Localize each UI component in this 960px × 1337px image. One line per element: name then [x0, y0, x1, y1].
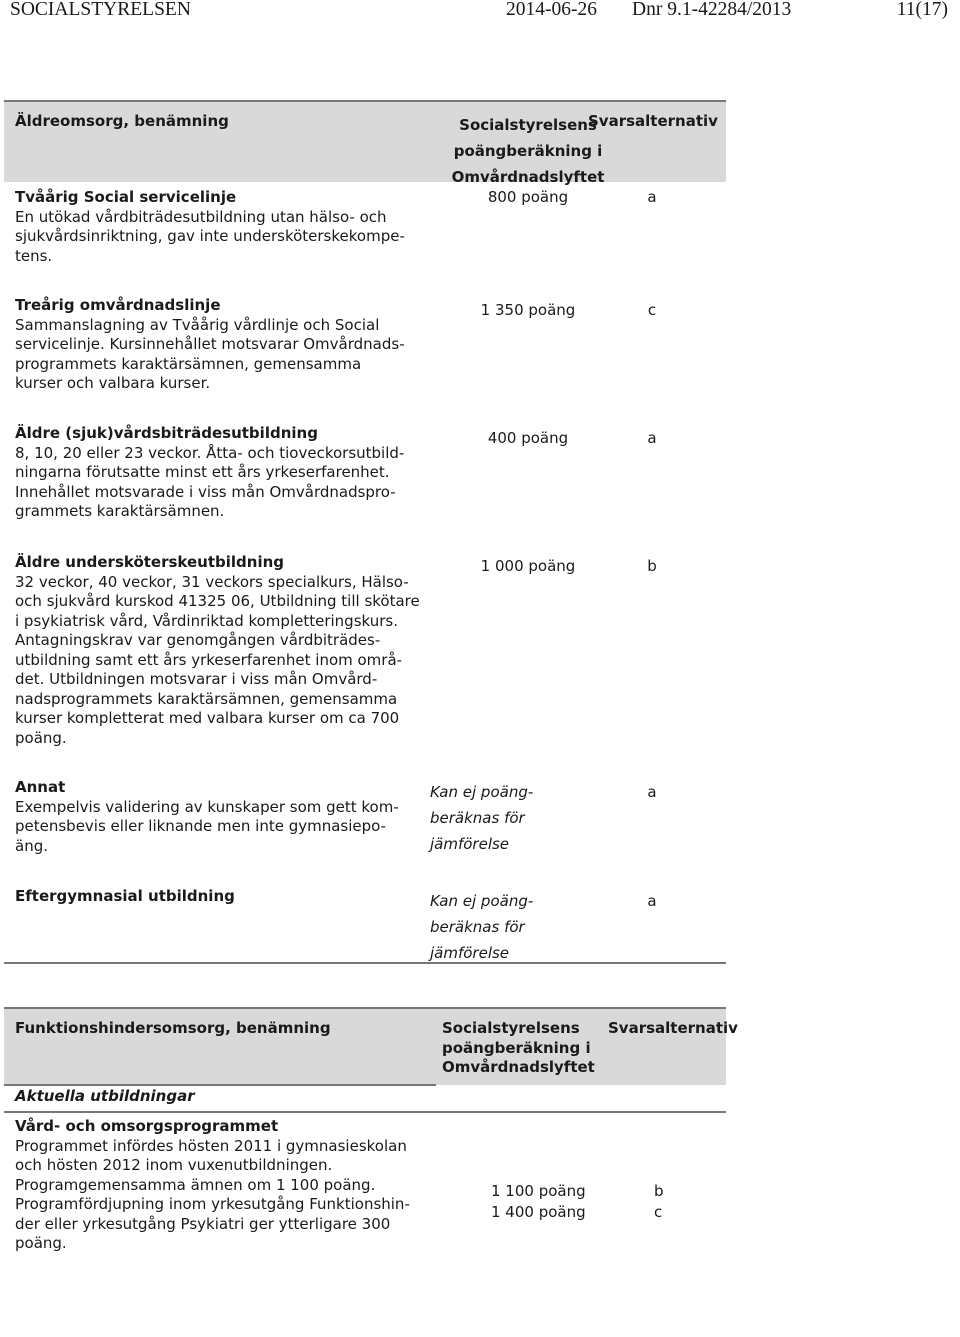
row-description-line: En utökad vårdbiträdesutbildning utan hälso- och [15, 207, 387, 226]
elderly-care-table [4, 100, 726, 965]
row-alternative: a [647, 783, 657, 801]
table-row [15, 188, 405, 266]
row-description-line: grammets karaktärsämnen. [15, 502, 225, 520]
table-top-border [4, 100, 726, 102]
column-header-name: Funktionshindersomsorg, benämning [15, 1019, 331, 1037]
row-description-line: poäng. [15, 1234, 67, 1252]
row-points-line: 1 100 poäng [491, 1182, 586, 1200]
document-date: 2014-06-26 [506, 0, 597, 20]
row-description-line: 8, 10, 20 eller 23 veckor. Åtta- och tioveckorsutbild- [15, 443, 405, 462]
org-name: SOCIALSTYRELSEN [10, 0, 191, 20]
row-description-line: utbildning samt ett års yrkeserfarenhet inom områ- [15, 650, 403, 669]
row-points-note-line: beräknas för [430, 918, 525, 936]
table-row [15, 778, 399, 856]
row-description-line: Exempelvis validering av kunskaper som gett kom- [15, 797, 399, 816]
row-description-line: ningarna förutsatte minst ett års yrkeserfarenhet. [15, 463, 390, 481]
column-header-points-line: Socialstyrelsens [459, 116, 597, 134]
row-description-line: Innehållet motsvarade i viss mån Omvårdnadspro- [15, 482, 396, 501]
row-alternative: b [647, 557, 657, 575]
row-description-line: sjukvårdsinriktning, gav inte undersköterskekompe- [15, 227, 405, 245]
column-header-points-line: Omvårdnadslyftet [442, 1058, 595, 1076]
row-description-line: tens. [15, 246, 53, 265]
row-description-line: Antagningskrav var genomgången vårdbiträdes- [15, 631, 381, 649]
row-points-line: 1 400 poäng [491, 1203, 586, 1221]
row-points-note-line: beräknas för [430, 809, 525, 827]
row-title: Tvåårig Social servicelinje [15, 188, 237, 206]
row-description-line: 32 veckor, 40 veckor, 31 veckors specialkurs, Hälso- [15, 572, 409, 591]
row-description-line: kurser kompletterat med valbara kurser om ca 700 [15, 709, 400, 727]
row-description-line: Programmet infördes hösten 2011 i gymnasieskolan [15, 1136, 407, 1155]
column-header-points-line: Omvårdnadslyftet [451, 168, 605, 186]
row-title: Vård- och omsorgsprogrammet [15, 1117, 279, 1135]
row-alternative-line: c [654, 1203, 663, 1221]
row-alternative [654, 1181, 664, 1223]
table-bottom-border [4, 962, 726, 964]
row-alternative: a [647, 892, 657, 910]
row-description-line: det. Utbildningen motsvarar i viss mån Omvård- [15, 670, 378, 688]
row-title: Äldre (sjuk)vårdsbiträdesutbildning [15, 424, 318, 442]
row-description-line: och hösten 2012 inom vuxenutbildningen. [15, 1156, 333, 1174]
subheader-current-programs: Aktuella utbildningar [15, 1087, 195, 1105]
row-description-line: servicelinje. Kursinnehållet motsvarar Omvårdnads- [15, 335, 405, 353]
row-points-note-line: jämförelse [430, 835, 510, 853]
column-header-points-line: poängberäkning i [453, 142, 603, 160]
row-points-note-line: jämförelse [430, 944, 510, 962]
row-description-line: i psykiatrisk vård, Vårdinriktad kompletteringskurs. [15, 611, 398, 630]
row-alternative-line: b [654, 1182, 664, 1200]
table-row [15, 424, 404, 522]
row-alternative: a [647, 429, 657, 447]
row-points: 1 350 poäng [480, 301, 576, 319]
page-number: 11(17) [896, 0, 948, 20]
table-subheader-divider [4, 1111, 726, 1113]
row-points-note-line: Kan ej poäng- [430, 892, 534, 910]
table-top-border [4, 1007, 726, 1009]
row-description-line: der eller yrkesutgång Psykiatri ger ytterligare 300 [15, 1214, 391, 1233]
column-header-points-line: Socialstyrelsens [442, 1019, 580, 1037]
page-header [10, 0, 948, 26]
row-description-line: kurser och valbara kurser. [15, 374, 211, 392]
row-description-line: nadsprogrammets karaktärsämnen, gemensamma [15, 689, 398, 708]
disability-care-table [4, 1007, 738, 1337]
row-points: 400 poäng [487, 429, 569, 447]
column-header-points-line: poängberäkning i [442, 1038, 591, 1057]
row-points [491, 1181, 586, 1223]
document-number: Dnr 9.1-42284/2013 [632, 0, 792, 20]
row-description-line: och sjukvård kurskod 41325 06, Utbildning till skötare [15, 592, 420, 610]
row-points-note [430, 779, 533, 857]
row-description-line: Programgemensamma ämnen om 1 100 poäng. [15, 1175, 376, 1194]
table-row [15, 296, 405, 394]
row-title: Annat [15, 778, 66, 796]
row-alternative: c [647, 301, 657, 319]
row-description-line: Programfördjupning inom yrkesutgång Funktionshin- [15, 1195, 410, 1213]
row-points: 800 poäng [487, 188, 569, 206]
row-title: Treårig omvårdnadslinje [15, 296, 221, 314]
row-description-line: programmets karaktärsämnen, gemensamma [15, 354, 362, 373]
row-description-line: petensbevis eller liknande men inte gymnasiepo- [15, 817, 387, 835]
row-points-note-line: Kan ej poäng- [430, 783, 534, 801]
table-row [15, 1117, 410, 1254]
table-row [15, 553, 420, 748]
column-header-points [442, 1019, 595, 1078]
column-header-alternative: Svarsalternativ [588, 112, 718, 130]
column-header-name: Äldreomsorg, benämning [15, 112, 229, 130]
row-points: 1 000 poäng [480, 557, 576, 575]
column-header-alternative: Svarsalternativ [608, 1019, 738, 1037]
row-alternative: a [647, 188, 657, 206]
row-points-note [430, 888, 533, 966]
row-title: Äldre undersköterskeutbildning [15, 553, 285, 571]
row-description-line: poäng. [15, 728, 67, 747]
row-description-line: Sammanslagning av Tvåårig vårdlinje och Social [15, 315, 380, 334]
row-description-line: äng. [15, 836, 48, 855]
table-header-divider [4, 1084, 436, 1086]
row-title: Eftergymnasial utbildning [15, 887, 235, 905]
